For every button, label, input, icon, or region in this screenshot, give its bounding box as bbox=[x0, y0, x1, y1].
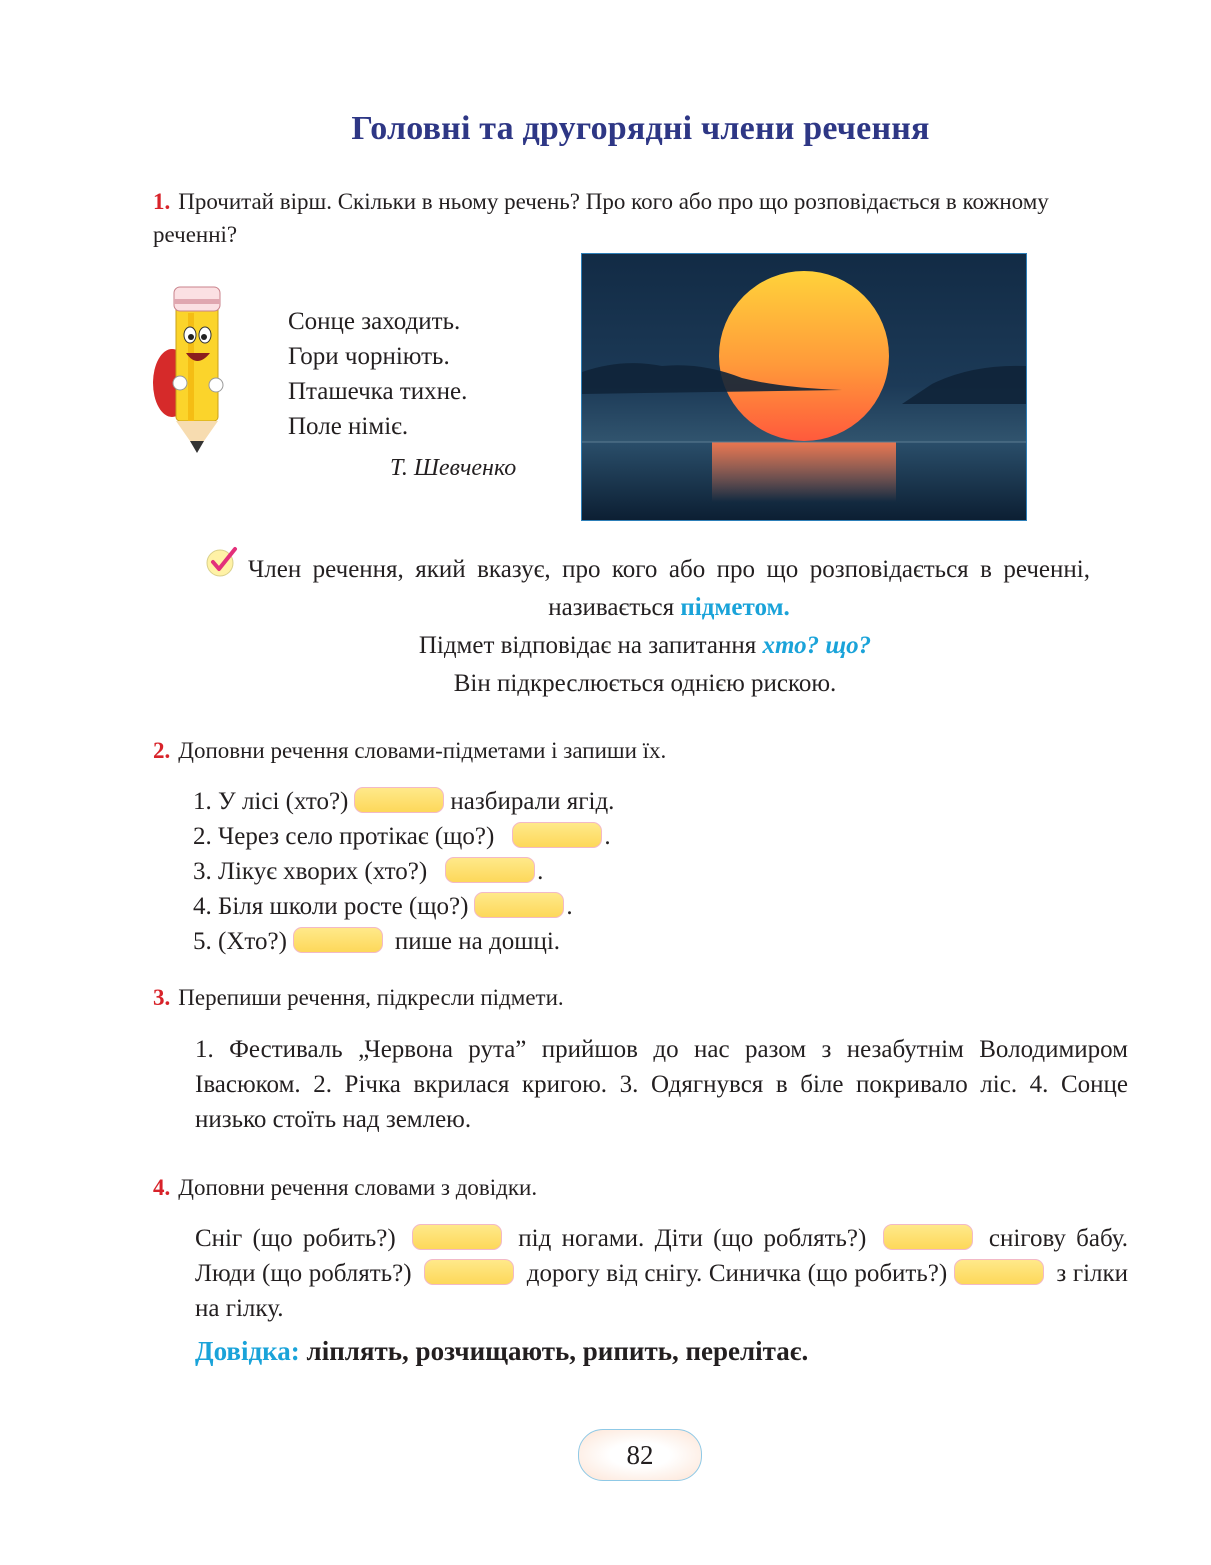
answer-blank[interactable] bbox=[354, 787, 444, 813]
task-1-instruction bbox=[153, 185, 1133, 251]
task-number: 3. bbox=[153, 985, 171, 1010]
item-text: . bbox=[537, 858, 544, 885]
item-text: 1. У лісі (хто?) bbox=[193, 788, 349, 815]
poem-line: Пташечка тихне. bbox=[288, 378, 468, 405]
task-number: 4. bbox=[153, 1175, 171, 1200]
poem-line: Поле німіє. bbox=[288, 413, 409, 440]
item-text: 4. Біля школи росте (що?) bbox=[193, 893, 469, 920]
task-number: 1. bbox=[153, 189, 171, 214]
list-item bbox=[193, 924, 614, 959]
item-text: 2. Через село протікає (що?) bbox=[193, 823, 495, 850]
answer-blank[interactable] bbox=[445, 857, 535, 883]
poem bbox=[288, 304, 467, 444]
rule-definition bbox=[200, 551, 1090, 703]
list-item bbox=[193, 819, 614, 854]
item-text: . bbox=[604, 823, 611, 850]
answer-blank[interactable] bbox=[954, 1259, 1044, 1285]
poem-author: Т. Шевченко bbox=[390, 455, 517, 481]
sentence-part: дорогу від снігу. Синичка (що робить?) bbox=[526, 1260, 948, 1287]
hint-box bbox=[195, 1336, 808, 1367]
item-text: назбирали ягід. bbox=[450, 788, 615, 815]
pencil-mascot-illustration bbox=[150, 283, 230, 458]
answer-blank[interactable] bbox=[883, 1224, 973, 1250]
task-2-instruction bbox=[153, 734, 1133, 767]
task-4-instruction bbox=[153, 1171, 1133, 1204]
answer-blank[interactable] bbox=[412, 1224, 502, 1250]
task-number: 2. bbox=[153, 738, 171, 763]
answer-blank[interactable] bbox=[424, 1259, 514, 1285]
sentence-part: з гілки на гілку. bbox=[195, 1260, 1129, 1322]
answer-blank[interactable] bbox=[512, 822, 602, 848]
rule-questions: хто? що? bbox=[762, 632, 872, 659]
item-text: 3. Лікує хворих (хто?) bbox=[193, 858, 428, 885]
hint-words: ліплять, розчищають, рипить, перелітає. bbox=[306, 1336, 809, 1366]
task-3-text bbox=[153, 1032, 1128, 1137]
list-item bbox=[193, 784, 614, 819]
task-text: Перепиши речення, підкресли підмети. bbox=[178, 985, 564, 1010]
page-title: Головні та другорядні члени речення bbox=[351, 110, 930, 147]
rule-term: підметом. bbox=[680, 594, 790, 621]
sentence-part: під ногами. Діти (що роблять?) bbox=[518, 1225, 867, 1252]
task-text: Доповни речення словами-підметами і запиши їх. bbox=[178, 738, 667, 763]
answer-blank[interactable] bbox=[474, 892, 564, 918]
rule-line-3: Він підкреслюється однією рискою. bbox=[453, 670, 837, 697]
item-text: пише на дошці. bbox=[394, 928, 561, 955]
task-4-text bbox=[153, 1221, 1128, 1326]
task-3-body: 1. Фестиваль „Червона рута” прийшов до нас разом з незабутнім Володимиром Івасюком. 2. Річка вкрилася кригою. 3. Одягнувся в біле покривало ліс. 4. Сонце низько стоїть над землею. bbox=[195, 1036, 1128, 1133]
task-2-list bbox=[193, 784, 614, 959]
task-3-instruction bbox=[153, 981, 1133, 1014]
poem-line: Гори чорніють. bbox=[288, 343, 450, 370]
rule-line-2: Підмет відповідає на запитання bbox=[418, 632, 757, 659]
task-text: Доповни речення словами з довідки. bbox=[178, 1175, 538, 1200]
page-number: 82 bbox=[578, 1429, 702, 1481]
poem-line: Сонце заходить. bbox=[288, 308, 461, 335]
item-text: 5. (Хто?) bbox=[193, 928, 287, 955]
task-text: Прочитай вірш. Скільки в ньому речень? Про кого або про що розповідається в кожному реченні? bbox=[153, 189, 1049, 247]
rule-line-1: Член речення, який вказує, про кого або про що розповідається в реченні, називається bbox=[248, 556, 1090, 621]
sunset-photo bbox=[581, 253, 1027, 521]
item-text: . bbox=[566, 893, 573, 920]
list-item bbox=[193, 889, 614, 924]
hint-label: Довідка: bbox=[195, 1336, 300, 1366]
sentence-part: снігову бабу. Люди (що роблять?) bbox=[195, 1225, 1129, 1287]
answer-blank[interactable] bbox=[293, 927, 383, 953]
sentence-part: Сніг (що робить?) bbox=[195, 1225, 396, 1252]
list-item bbox=[193, 854, 614, 889]
